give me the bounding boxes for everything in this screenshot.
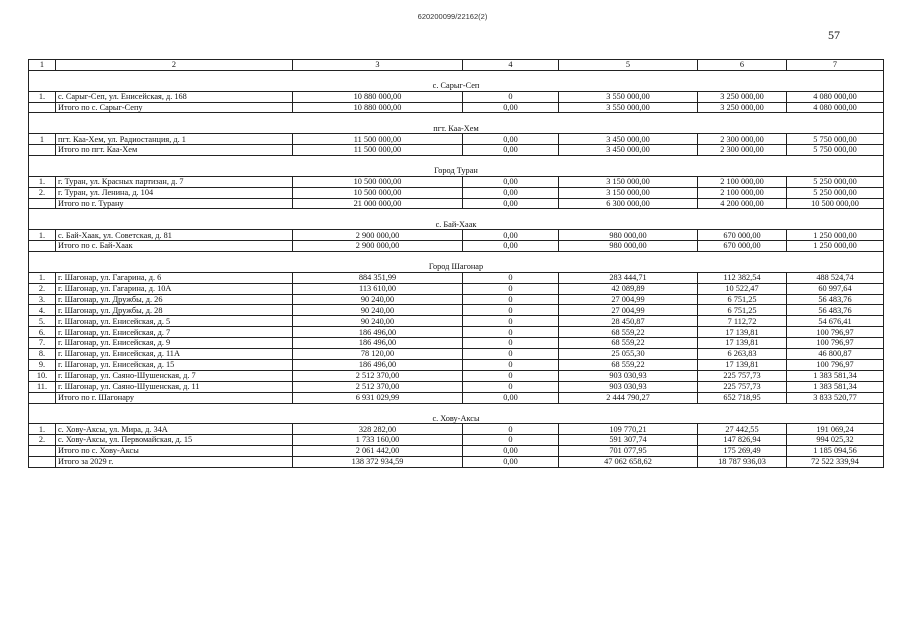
address-cell: г. Шагонар, ул. Енисейская, д. 15 [56,359,293,370]
section-total-row [29,392,884,403]
row-number-cell: 1. [29,176,56,187]
value-cell-c7: 5 250 000,00 [787,176,884,187]
section-header-row [29,413,884,423]
value-cell-c5: 42 089,89 [559,283,698,294]
column-number: 5 [559,60,698,71]
row-number-cell: 1. [29,91,56,102]
section-total-row [29,241,884,252]
value-cell-c5: 3 450 000,00 [559,145,698,156]
address-cell: г. Шагонар, ул. Саяно-Шушенская, д. 7 [56,370,293,381]
value-cell-c4: 0 [463,305,559,316]
value-cell-c4: 0,00 [463,456,559,467]
row-number-cell: 11. [29,381,56,392]
value-cell-c3: 2 512 370,00 [293,381,463,392]
section-total-row [29,446,884,457]
value-cell-c5: 47 062 658,62 [559,456,698,467]
value-cell-c6: 6 751,25 [698,294,787,305]
value-cell-c4: 0 [463,381,559,392]
value-cell-c5: 3 550 000,00 [559,91,698,102]
total-label: Итого по г. Турану [56,198,293,209]
value-cell-c4: 0 [463,283,559,294]
row-number-cell: 4. [29,305,56,316]
value-cell-c3: 11 500 000,00 [293,134,463,145]
value-cell-c5: 3 450 000,00 [559,134,698,145]
value-cell-c5: 68 559,22 [559,359,698,370]
value-cell-c4: 0,00 [463,392,559,403]
value-cell-c7: 54 676,41 [787,316,884,327]
table-row [29,294,884,305]
section-spacer [29,209,884,219]
row-number-cell [29,145,56,156]
value-cell-c6: 18 787 936,03 [698,456,787,467]
value-cell-c7: 60 997,64 [787,283,884,294]
value-cell-c7: 100 796,97 [787,359,884,370]
value-cell-c5: 980 000,00 [559,230,698,241]
value-cell-c3: 2 900 000,00 [293,230,463,241]
value-cell-c3: 90 240,00 [293,305,463,316]
section-title: с. Хову-Аксы [29,413,884,423]
value-cell-c6: 112 382,54 [698,272,787,283]
column-number: 3 [293,60,463,71]
value-cell-c6: 17 139,81 [698,359,787,370]
value-cell-c3: 11 500 000,00 [293,145,463,156]
value-cell-c4: 0 [463,294,559,305]
value-cell-c7: 10 500 000,00 [787,198,884,209]
table-row [29,176,884,187]
row-number-cell [29,392,56,403]
address-cell: г. Шагонар, ул. Енисейская, д. 9 [56,338,293,349]
row-number-cell: 2. [29,283,56,294]
value-cell-c5: 980 000,00 [559,241,698,252]
section-spacer [29,252,884,262]
value-cell-c4: 0,00 [463,241,559,252]
value-cell-c3: 1 733 160,00 [293,435,463,446]
value-cell-c5: 27 004,99 [559,305,698,316]
table-row [29,370,884,381]
section-spacer [29,156,884,166]
document-id: 620200099/22162(2) [417,12,488,21]
value-cell-c4: 0,00 [463,145,559,156]
row-number-cell: 8. [29,349,56,360]
value-cell-c7: 994 025,32 [787,435,884,446]
value-cell-c4: 0 [463,435,559,446]
value-cell-c3: 2 900 000,00 [293,241,463,252]
row-number-cell: 2. [29,187,56,198]
column-number: 6 [698,60,787,71]
section-spacer [29,70,884,80]
section-header-row [29,219,884,229]
table-row [29,230,884,241]
value-cell-c7: 3 833 520,77 [787,392,884,403]
spacer-cell [29,156,884,166]
grand-total-row [29,456,884,467]
table-row [29,187,884,198]
value-cell-c6: 6 751,25 [698,305,787,316]
value-cell-c5: 25 055,30 [559,349,698,360]
value-cell-c7: 488 524,74 [787,272,884,283]
value-cell-c7: 56 483,76 [787,294,884,305]
value-cell-c4: 0 [463,327,559,338]
total-label: Итого за 2029 г. [56,456,293,467]
value-cell-c6: 225 757,73 [698,381,787,392]
value-cell-c6: 670 000,00 [698,241,787,252]
value-cell-c5: 701 077,95 [559,446,698,457]
value-cell-c6: 27 442,55 [698,424,787,435]
address-cell: г. Туран, ул. Ленина, д. 104 [56,187,293,198]
table-row [29,316,884,327]
row-number-cell [29,241,56,252]
spacer-cell [29,113,884,123]
section-total-row [29,198,884,209]
row-number-cell: 9. [29,359,56,370]
section-header-row [29,123,884,133]
value-cell-c4: 0 [463,359,559,370]
value-cell-c5: 3 550 000,00 [559,102,698,113]
column-number-row [29,60,884,71]
value-cell-c4: 0 [463,91,559,102]
value-cell-c7: 72 522 339,94 [787,456,884,467]
row-number-cell [29,446,56,457]
address-cell: г. Шагонар, ул. Дружбы, д. 26 [56,294,293,305]
table-row [29,91,884,102]
value-cell-c6: 147 826,94 [698,435,787,446]
total-label: Итого по г. Шагонару [56,392,293,403]
table-row [29,283,884,294]
row-number-cell: 6. [29,327,56,338]
value-cell-c6: 2 100 000,00 [698,176,787,187]
value-cell-c7: 4 080 000,00 [787,102,884,113]
value-cell-c5: 68 559,22 [559,338,698,349]
value-cell-c4: 0 [463,338,559,349]
value-cell-c7: 1 250 000,00 [787,230,884,241]
column-number: 2 [56,60,293,71]
value-cell-c6: 652 718,95 [698,392,787,403]
value-cell-c6: 10 522,47 [698,283,787,294]
address-cell: с. Хову-Аксы, ул. Мира, д. 34А [56,424,293,435]
total-label: Итого по с. Сарыг-Сепу [56,102,293,113]
value-cell-c3: 113 610,00 [293,283,463,294]
value-cell-c5: 109 770,21 [559,424,698,435]
value-cell-c4: 0,00 [463,198,559,209]
row-number-cell [29,456,56,467]
value-cell-c3: 10 880 000,00 [293,91,463,102]
table-row [29,435,884,446]
row-number-cell: 1 [29,134,56,145]
value-cell-c7: 5 250 000,00 [787,187,884,198]
value-cell-c4: 0,00 [463,230,559,241]
value-cell-c6: 6 263,83 [698,349,787,360]
value-cell-c4: 0,00 [463,176,559,187]
value-cell-c7: 1 383 581,34 [787,381,884,392]
address-cell: г. Шагонар, ул. Саяно-Шушенская, д. 11 [56,381,293,392]
value-cell-c4: 0 [463,349,559,360]
table-body [29,60,884,468]
value-cell-c7: 100 796,97 [787,327,884,338]
section-title: Город Шагонар [29,262,884,272]
value-cell-c5: 3 150 000,00 [559,176,698,187]
table-row [29,327,884,338]
section-title: пгт. Каа-Хем [29,123,884,133]
value-cell-c6: 3 250 000,00 [698,91,787,102]
table-row [29,338,884,349]
value-cell-c3: 90 240,00 [293,294,463,305]
value-cell-c3: 2 061 442,00 [293,446,463,457]
section-total-row [29,102,884,113]
value-cell-c6: 225 757,73 [698,370,787,381]
spacer-cell [29,252,884,262]
value-cell-c5: 283 444,71 [559,272,698,283]
table-row [29,349,884,360]
spacer-cell [29,403,884,413]
value-cell-c5: 903 030,93 [559,370,698,381]
page-number: 57 [828,28,840,42]
value-cell-c7: 46 800,87 [787,349,884,360]
row-number-cell: 1. [29,272,56,283]
total-label: Итого по с. Бай-Хаак [56,241,293,252]
value-cell-c7: 5 750 000,00 [787,145,884,156]
value-cell-c3: 884 351,99 [293,272,463,283]
section-header-row [29,166,884,176]
address-cell: с. Сарыг-Сеп, ул. Енисейская, д. 168 [56,91,293,102]
value-cell-c3: 138 372 934,59 [293,456,463,467]
table-row [29,359,884,370]
address-cell: г. Шагонар, ул. Енисейская, д. 7 [56,327,293,338]
column-number: 7 [787,60,884,71]
section-spacer [29,403,884,413]
column-number: 1 [29,60,56,71]
value-cell-c4: 0,00 [463,187,559,198]
value-cell-c7: 100 796,97 [787,338,884,349]
value-cell-c6: 2 300 000,00 [698,145,787,156]
section-total-row [29,145,884,156]
table-row [29,381,884,392]
value-cell-c7: 191 069,24 [787,424,884,435]
address-cell: г. Туран, ул. Красных партизан, д. 7 [56,176,293,187]
value-cell-c3: 6 931 029,99 [293,392,463,403]
value-cell-c5: 903 030,93 [559,381,698,392]
value-cell-c3: 78 120,00 [293,349,463,360]
value-cell-c7: 1 185 094,56 [787,446,884,457]
row-number-cell: 10. [29,370,56,381]
value-cell-c3: 186 496,00 [293,359,463,370]
value-cell-c5: 28 450,87 [559,316,698,327]
address-cell: г. Шагонар, ул. Гагарина, д. 10А [56,283,293,294]
section-header-row [29,81,884,91]
row-number-cell: 2. [29,435,56,446]
row-number-cell [29,198,56,209]
value-cell-c5: 6 300 000,00 [559,198,698,209]
address-cell: г. Шагонар, ул. Енисейская, д. 5 [56,316,293,327]
address-cell: г. Шагонар, ул. Енисейская, д. 11А [56,349,293,360]
value-cell-c6: 2 300 000,00 [698,134,787,145]
row-number-cell: 3. [29,294,56,305]
value-cell-c3: 186 496,00 [293,338,463,349]
value-cell-c6: 2 100 000,00 [698,187,787,198]
table-row [29,134,884,145]
value-cell-c4: 0,00 [463,134,559,145]
spacer-cell [29,70,884,80]
value-cell-c3: 10 500 000,00 [293,187,463,198]
total-label: Итого по с. Хову-Аксы [56,446,293,457]
value-cell-c3: 90 240,00 [293,316,463,327]
table-row [29,272,884,283]
value-cell-c3: 328 282,00 [293,424,463,435]
value-cell-c3: 186 496,00 [293,327,463,338]
total-label: Итого по пгт. Каа-Хем [56,145,293,156]
row-number-cell: 1. [29,424,56,435]
column-number: 4 [463,60,559,71]
value-cell-c4: 0 [463,370,559,381]
address-cell: г. Шагонар, ул. Гагарина, д. 6 [56,272,293,283]
table-row [29,424,884,435]
value-cell-c7: 1 250 000,00 [787,241,884,252]
section-title: с. Сарыг-Сеп [29,81,884,91]
value-cell-c4: 0 [463,316,559,327]
address-cell: пгт. Каа-Хем, ул. Радиостанция, д. 1 [56,134,293,145]
section-header-row [29,262,884,272]
value-cell-c7: 5 750 000,00 [787,134,884,145]
value-cell-c4: 0 [463,272,559,283]
value-cell-c6: 670 000,00 [698,230,787,241]
address-cell: г. Шагонар, ул. Дружбы, д. 28 [56,305,293,316]
value-cell-c5: 27 004,99 [559,294,698,305]
budget-table [28,59,884,468]
value-cell-c4: 0,00 [463,102,559,113]
value-cell-c7: 1 383 581,34 [787,370,884,381]
section-title: Город Туран [29,166,884,176]
value-cell-c6: 7 112,72 [698,316,787,327]
value-cell-c3: 21 000 000,00 [293,198,463,209]
value-cell-c5: 2 444 790,27 [559,392,698,403]
section-title: с. Бай-Хаак [29,219,884,229]
value-cell-c4: 0 [463,424,559,435]
value-cell-c6: 175 269,49 [698,446,787,457]
value-cell-c6: 3 250 000,00 [698,102,787,113]
value-cell-c3: 10 880 000,00 [293,102,463,113]
value-cell-c5: 591 307,74 [559,435,698,446]
value-cell-c4: 0,00 [463,446,559,457]
value-cell-c3: 2 512 370,00 [293,370,463,381]
spacer-cell [29,209,884,219]
row-number-cell: 5. [29,316,56,327]
address-cell: с. Хову-Аксы, ул. Первомайская, д. 15 [56,435,293,446]
value-cell-c5: 3 150 000,00 [559,187,698,198]
address-cell: с. Бай-Хаак, ул. Советская, д. 81 [56,230,293,241]
row-number-cell [29,102,56,113]
value-cell-c5: 68 559,22 [559,327,698,338]
value-cell-c6: 17 139,81 [698,338,787,349]
value-cell-c7: 4 080 000,00 [787,91,884,102]
table-row [29,305,884,316]
section-spacer [29,113,884,123]
value-cell-c3: 10 500 000,00 [293,176,463,187]
row-number-cell: 7. [29,338,56,349]
value-cell-c6: 17 139,81 [698,327,787,338]
value-cell-c6: 4 200 000,00 [698,198,787,209]
row-number-cell: 1. [29,230,56,241]
value-cell-c7: 56 483,76 [787,305,884,316]
